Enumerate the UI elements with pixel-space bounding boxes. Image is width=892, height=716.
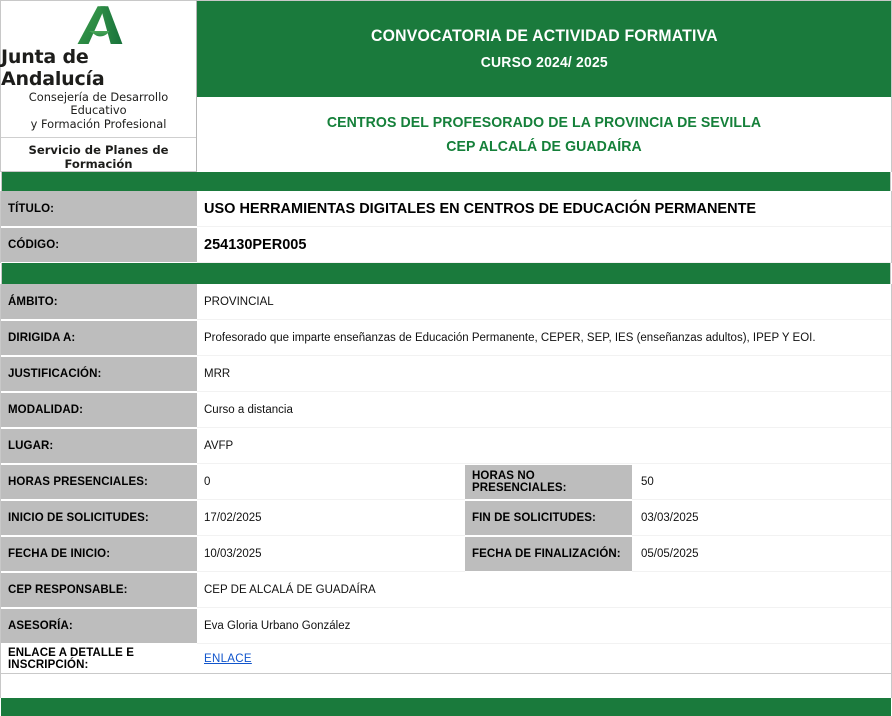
junta-andalucia-logo-block (0, 0, 197, 172)
document-subtitle-line2: CEP ALCALÁ DE GUADAÍRA (446, 137, 642, 155)
document-title-line2: CURSO 2024/ 2025 (480, 53, 608, 71)
value-codigo: 254130PER005 (197, 228, 891, 263)
row-asesoria (1, 608, 891, 644)
green-separator-bottom (1, 698, 891, 716)
row-codigo (1, 227, 891, 263)
details-block (0, 284, 892, 674)
label-codigo: CÓDIGO: (1, 228, 197, 263)
summary-block (0, 191, 892, 263)
document-title-band (197, 0, 892, 97)
label-fin-solicitudes: FIN DE SOLICITUDES: (465, 501, 632, 536)
row-titulo (1, 191, 891, 227)
header-right-column (197, 0, 892, 172)
value-inicio-solicitudes: 17/02/2025 (197, 501, 465, 535)
label-titulo: TÍTULO: (1, 191, 197, 227)
row-ambito (1, 284, 891, 320)
label-cep-responsable: CEP RESPONSABLE: (1, 573, 197, 608)
row-solicitudes (1, 500, 891, 536)
value-ambito: PROVINCIAL (197, 284, 891, 320)
logo-organization: Junta de Andalucía (1, 46, 105, 91)
logo-service: Servicio de Planes de Formación (28, 143, 169, 171)
document-subtitle-band (197, 97, 892, 172)
value-fecha-inicio: 10/03/2025 (197, 537, 465, 571)
row-horas (1, 464, 891, 500)
value-titulo: USO HERRAMIENTAS DIGITALES EN CENTROS DE EDUCACIÓN PERMANENTE (197, 191, 891, 227)
label-inicio-solicitudes: INICIO DE SOLICITUDES: (1, 501, 197, 536)
row-justificacion (1, 356, 891, 392)
row-enlace (1, 644, 891, 674)
row-lugar (1, 428, 891, 464)
value-enlace (197, 645, 891, 674)
row-cep-responsable (1, 572, 891, 608)
value-horas-no-presenciales: 50 (632, 465, 891, 500)
label-lugar: LUGAR: (1, 429, 197, 464)
value-dirigida-a: Profesorado que imparte enseñanzas de Educación Permanente, CEPER, SEP, IES (enseñanzas adultos), IPEP Y EOI. (197, 321, 891, 356)
label-modalidad: MODALIDAD: (1, 393, 197, 428)
label-asesoria: ASESORÍA: (1, 609, 197, 644)
label-justificacion: JUSTIFICACIÓN: (1, 357, 197, 392)
document-tail-space (0, 674, 892, 698)
document-header (0, 0, 892, 172)
value-inicio-solicitudes-wrap (197, 501, 465, 536)
label-horas-no-presenciales: HORAS NO PRESENCIALES: (465, 465, 632, 500)
row-fechas (1, 536, 891, 572)
document-subtitle-line1: CENTROS DEL PROFESORADO DE LA PROVINCIA DE SEVILLA (326, 113, 762, 131)
label-fecha-finalizacion: FECHA DE FINALIZACIÓN: (465, 537, 632, 572)
label-horas-presenciales: HORAS PRESENCIALES: (1, 465, 197, 500)
value-cep-responsable: CEP DE ALCALÁ DE GUADAÍRA (197, 573, 891, 608)
value-modalidad: Curso a distancia (197, 393, 891, 428)
document-title-line1: CONVOCATORIA DE ACTIVIDAD FORMATIVA (370, 25, 718, 45)
green-separator-middle (1, 263, 891, 284)
value-fecha-finalizacion: 05/05/2025 (632, 537, 891, 572)
enlace-link[interactable]: ENLACE (204, 653, 252, 665)
label-fecha-inicio: FECHA DE INICIO: (1, 537, 197, 572)
value-asesoria: Eva Gloria Urbano González (197, 609, 891, 644)
label-enlace: ENLACE A DETALLE E INSCRIPCIÓN: (1, 645, 197, 674)
value-justificacion: MRR (197, 357, 891, 392)
value-fecha-inicio-wrap (197, 537, 465, 572)
andalucia-a-logo-icon (53, 5, 145, 45)
logo-divider (1, 137, 196, 138)
row-modalidad (1, 392, 891, 428)
label-dirigida-a: DIRIGIDA A: (1, 321, 197, 356)
value-lugar: AVFP (197, 429, 891, 464)
value-horas-presenciales-wrap (197, 465, 465, 500)
value-fin-solicitudes: 03/03/2025 (632, 501, 891, 536)
logo-department-line1: Consejería de Desarrollo Educativo (28, 90, 169, 118)
green-separator-top (1, 172, 891, 191)
row-dirigida-a (1, 320, 891, 356)
label-ambito: ÁMBITO: (1, 284, 197, 320)
value-horas-presenciales: 0 (197, 465, 465, 499)
logo-department-line2: y Formación Profesional (30, 117, 167, 132)
